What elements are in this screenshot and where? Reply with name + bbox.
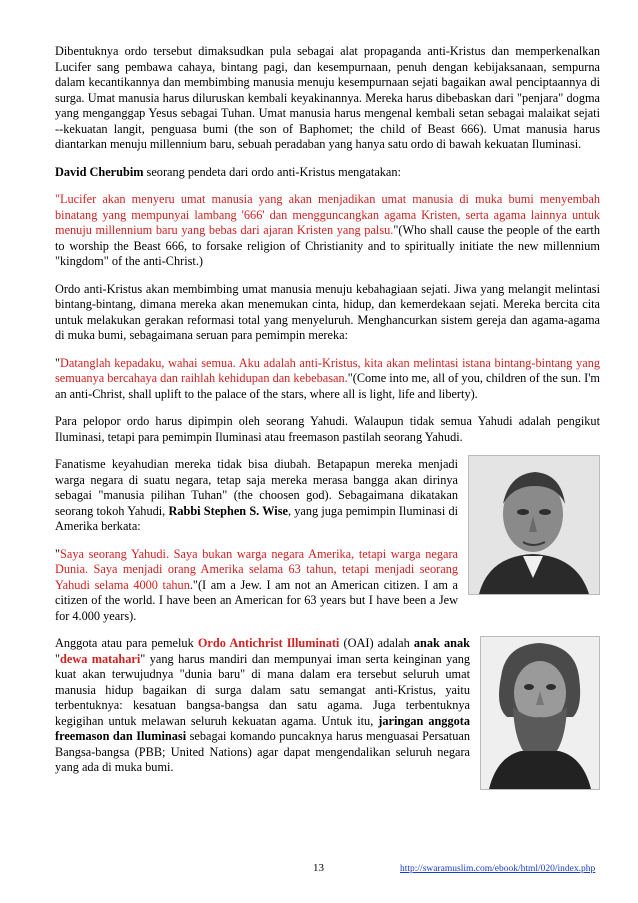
- paragraph-text: Dibentuknya ordo tersebut dimaksudkan pula sebagai alat propaganda anti-Kristus dan memperkenalkan Lucifer sang pembawa cahaya, bintang pagi, dan kesempurnaan, penuh dengan kebijaksanaan, sempurna dalam kecantikannya dan membimbing manusia menuju kesempurnaan sejati bagaikan awal penciptaannya di surga. Umat manusia harus diluruskan kembali keyakinannya. Mereka harus dibebaskan dari "penjara" dogma yang menganggap Yesus sebagai Tuhan. Umat manusia harus mengenal kembali setan sebagai malaikat sejati --kekuatan langit, penguasa bumi (the son of Baphomet; the child of Beast 666). Umat manusia harus diantarkan menuju millennium baru, sebuah peradaban yang hanya satu ordo di bawah kekuatan Iluminasi.: [55, 44, 600, 151]
- paragraph-lucifer-quote: [55, 192, 600, 270]
- quote-open-mark: ": [55, 546, 61, 561]
- term-anak-anak: anak anak: [413, 636, 470, 650]
- quote-open-mark: ": [55, 355, 61, 370]
- paragraph-text: Anggota atau para pemeluk: [55, 636, 198, 650]
- quote-translation: "(Who shall cause the people of the earth to worship the Beast 666, to forsake religion of Christianity and to spiritually initiate the new millennium "kingdom" of the anti-Christ.): [55, 223, 600, 268]
- portrait-photo-icon: [469, 456, 599, 594]
- term-ordo-antichrist-illuminati: Ordo Antichrist Illuminati: [197, 636, 340, 650]
- term-jaringan-freemason: jaringan anggota freemason dan Iluminasi: [55, 713, 470, 743]
- page-content: [55, 44, 600, 794]
- quote-red-text: Saya seorang Yahudi. Saya bukan warga negara Amerika, tetapi warga negara Dunia. Saya menjadi orang Amerika selama 63 tahun, tetapi menjadi seorang Yahudi selama 4000 tahun: [55, 546, 458, 592]
- quote-translation: ."(I am a Jew. I am not an American citizen. I am a citizen of the world. I have been an American for 63 years but I have been a Jew for 4.000 years).: [55, 577, 458, 623]
- paragraph-text: seorang pendeta dari ordo anti-Kristus mengatakan:: [143, 164, 401, 179]
- term-dewa-matahari: dewa matahari: [60, 651, 141, 666]
- paragraph-text: Ordo anti-Kristus akan membimbing umat manusia menuju kebahagiaan sejati. Jiwa yang melangit melintasi bintang-bintang, dimana mereka akan menemukan cinta, hidup, dan kemerdekaan sejati. Mereka bercita cita untuk melakukan gerakan reformasi total yang menyeluruh. Menghancurkan sistem gereja dan agama-agama di muka bumi, sebagaimana seruan para pemimpin mereka:: [55, 281, 600, 342]
- paragraph-text: (OAI) adalah: [339, 636, 414, 650]
- photo-portrait-stephen-wise: [468, 455, 600, 595]
- person-name-stephen-wise: Rabbi Stephen S. Wise: [168, 503, 288, 518]
- paragraph-text: Fanatisme keyahudian mereka tidak bisa diubah. Betapapun mereka menjadi warga negara di suatu negara, tetap saja mereka merasa bangga akan dirinya sebagai "manusia pilihan Tuhan" (the choosen god). Sebagaimana dikatakan seorang tokoh Yahudi,: [55, 457, 458, 518]
- person-name-david-cherubim: David Cherubim: [55, 164, 144, 179]
- paragraph-para-pelopor: [55, 414, 600, 445]
- quote-red-text: "Lucifer akan menyeru umat manusia yang akan menjadikan umat manusia di muka bumi menyembah binatang yang mempunyai lambang '666' dan mengguncangkan agama Kristen, serta agama lainnya untuk menuju millennium baru yang bebas dari ajaran Kristen yang palsu.: [55, 192, 600, 237]
- quote-translation: "(Come into me, all of you, children of the sun. I'm an anti-Christ, shall uplift to the palace of the stars, where all is light, life and liberty).: [55, 371, 600, 401]
- portrait-photo-icon: [481, 637, 599, 789]
- paragraph-text: , yang juga pemimpin Iluminasi di Amerika berkata:: [55, 503, 459, 533]
- paragraph-ordo-propaganda: [55, 44, 600, 153]
- paragraph-ordo-anti-kristus: [55, 282, 600, 344]
- paragraph-text: " yang harus mandiri dan mempunyai iman serta keinginan yang kuat akan terwujudnya "dunia baru" di mana dalam era tersebut seluruh umat manusia hidup bagaikan di surga dalam satu semangat anti-Kristus, yaitu terbentuknya: kesatuan bangsa-bangsa dan satu agama. Juga terbentuknya kegigihan untuk melawan seluruh kekuatan agama. Untuk itu,: [55, 651, 470, 728]
- quote-red-text: Datanglah kepadaku, wahai semua. Aku adalah anti-Kristus, kita akan melintasi istana bintang-bintang yang semuanya bercahaya dan raihlah kehidupan dan kebebasan.: [55, 355, 600, 385]
- paragraph-text: sebagai komando puncaknya harus menguasai Persatuan Bangsa-bangsa (PBB; United Nations) agar dapat mengendalikan seluruh negara yang ada di muka bumi.: [55, 729, 470, 774]
- page-number: 13: [313, 862, 324, 874]
- paragraph-text: ": [55, 651, 61, 666]
- source-url-link[interactable]: http://swaramuslim.com/ebook/html/020/index.php: [400, 864, 596, 874]
- paragraph-text: Para pelopor ordo harus dipimpin oleh seorang Yahudi. Walaupun tidak semua Yahudi adalah pengikut Iluminasi, tetapi para pemimpin Iluminasi atau freemason pastilah seorang Yahudi.: [55, 414, 600, 444]
- paragraph-datanglah-quote: [55, 356, 600, 403]
- photo-portrait-bearded-man: [480, 636, 600, 790]
- paragraph-david-cherubim: [55, 165, 600, 181]
